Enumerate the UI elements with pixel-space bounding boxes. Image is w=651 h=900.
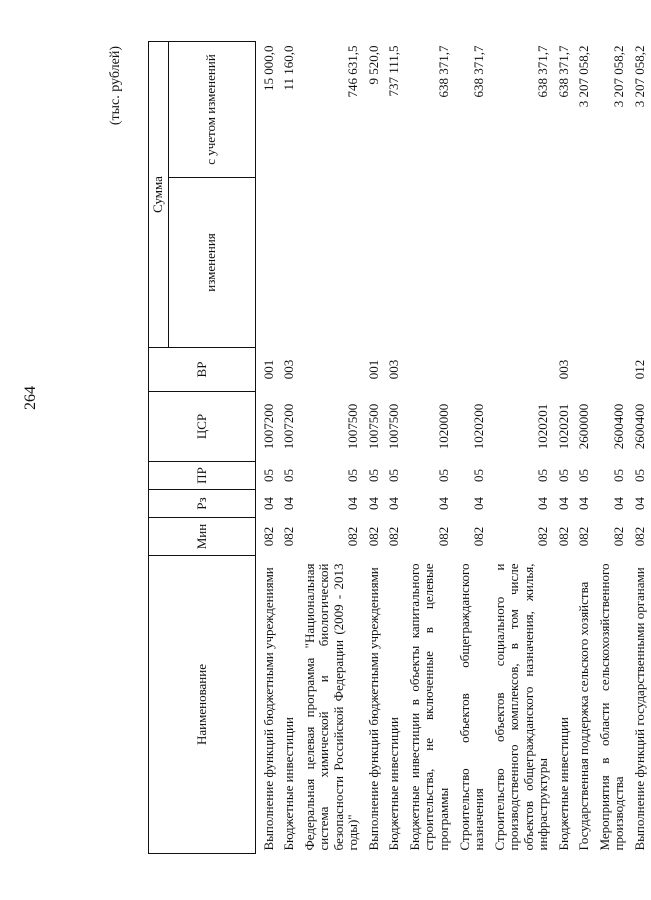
row-pr: 05: [611, 469, 627, 482]
header-row-top: [149, 42, 169, 854]
row-vr: [490, 348, 554, 392]
row-csr: 1007200: [260, 403, 276, 450]
row-csr: 1020201: [535, 403, 551, 450]
row-total: 9 520,0: [365, 45, 381, 85]
row-pr: 05: [632, 469, 648, 482]
row-pr: 05: [365, 469, 381, 482]
row-total: 3 207 058,2: [576, 45, 592, 108]
table-row: [300, 42, 364, 854]
row-vr: [300, 348, 364, 392]
row-total: 15 000,0: [260, 45, 276, 91]
row-changes: [300, 178, 364, 348]
row-changes: [574, 178, 595, 348]
row-name: Строительство объектов социального и производственного комплексов, в том числе объектов общегражданского назначения, жилья, инфраструктуры: [491, 563, 551, 851]
row-name: Бюджетные инвестиции: [386, 717, 402, 851]
row-name: Бюджетные инвестиции: [555, 717, 571, 851]
page-number: 264: [22, 386, 39, 410]
row-rz: 04: [260, 497, 276, 510]
row-rz: 04: [365, 497, 381, 510]
row-name: Государственная поддержка сельского хозяйства: [576, 581, 592, 851]
header-rz: Рз: [149, 490, 256, 518]
row-min: 082: [260, 526, 276, 547]
row-rz: 04: [281, 497, 297, 510]
row-vr: [455, 348, 490, 392]
table-row: [554, 42, 575, 854]
rotated-page-content: [108, 42, 648, 854]
row-total: 638 371,7: [471, 45, 487, 98]
table-row: [595, 42, 630, 854]
header-name: Наименование: [149, 556, 256, 854]
row-changes: [490, 178, 554, 348]
row-csr: 1007200: [281, 403, 297, 450]
row-pr: 05: [576, 469, 592, 482]
row-vr: [405, 348, 455, 392]
row-name: Бюджетные инвестиции в объекты капитального строительства, не включенные в целевые программы: [406, 563, 452, 851]
units-label: (тыс. рублей): [108, 46, 123, 126]
row-name: Выполнение функций государственными органами: [632, 567, 648, 851]
table-row: [490, 42, 554, 854]
row-csr: 1007500: [365, 403, 381, 450]
row-vr: 003: [281, 359, 297, 380]
row-changes: [554, 178, 575, 348]
row-total: 11 160,0: [281, 45, 297, 91]
row-vr: 003: [386, 359, 402, 380]
row-pr: 05: [260, 469, 276, 482]
row-changes: [595, 178, 630, 348]
row-vr: 003: [555, 359, 571, 380]
row-name: Мероприятия в области сельскохозяйственного производства: [596, 563, 627, 851]
row-csr: 1020200: [471, 403, 487, 450]
row-vr: 001: [260, 359, 276, 380]
table-row: [364, 42, 385, 854]
row-pr: 05: [436, 469, 452, 482]
row-csr: 1007500: [386, 403, 402, 450]
table-row: [405, 42, 455, 854]
row-total: 746 631,5: [345, 45, 361, 98]
header-pr: ПР: [149, 462, 256, 490]
row-vr: 012: [632, 359, 648, 380]
row-vr: [574, 348, 595, 392]
row-pr: 05: [386, 469, 402, 482]
row-csr: 2600000: [576, 403, 592, 450]
row-rz: 04: [632, 497, 648, 510]
row-changes: [405, 178, 455, 348]
table-row: [384, 42, 405, 854]
header-csr: ЦСР: [149, 392, 256, 462]
row-csr: 1020201: [555, 403, 571, 450]
row-total: 638 371,7: [436, 45, 452, 98]
row-pr: 05: [471, 469, 487, 482]
row-total: 3 207 058,2: [632, 45, 648, 108]
row-changes: [384, 178, 405, 348]
row-csr: 2600400: [632, 403, 648, 450]
table-row: [455, 42, 490, 854]
row-min: 082: [555, 526, 571, 547]
row-rz: 04: [576, 497, 592, 510]
row-name: Выполнение функций бюджетными учреждениями: [365, 567, 381, 851]
row-rz: 04: [471, 497, 487, 510]
row-rz: 04: [555, 497, 571, 510]
table-row: [574, 42, 595, 854]
row-min: 082: [345, 526, 361, 547]
row-min: 082: [436, 526, 452, 547]
row-pr: 05: [281, 469, 297, 482]
header-sum: Сумма: [149, 42, 169, 348]
row-csr: 2600400: [611, 403, 627, 450]
row-changes: [630, 178, 651, 348]
budget-table: [148, 41, 651, 854]
row-vr: 001: [365, 359, 381, 380]
row-total: 737 111,5: [386, 45, 402, 97]
row-total: 3 207 058,2: [611, 45, 627, 108]
row-min: 082: [632, 526, 648, 547]
row-min: 082: [611, 526, 627, 547]
row-rz: 04: [611, 497, 627, 510]
row-min: 082: [281, 526, 297, 547]
header-with-changes: с учетом изменений: [168, 42, 255, 178]
row-rz: 04: [386, 497, 402, 510]
row-total: 638 371,7: [555, 45, 571, 98]
row-vr: [595, 348, 630, 392]
row-pr: 05: [345, 469, 361, 482]
table-row: [255, 42, 279, 854]
row-min: 082: [365, 526, 381, 547]
row-name: Строительство объектов общегражданского назначения: [456, 563, 487, 851]
row-name: Выполнение функций бюджетными учреждениями: [260, 567, 276, 851]
row-csr: 1007500: [345, 403, 361, 450]
table-row: [279, 42, 300, 854]
row-min: 082: [535, 526, 551, 547]
row-rz: 04: [535, 497, 551, 510]
row-name: Бюджетные инвестиции: [281, 717, 297, 851]
row-changes: [364, 178, 385, 348]
row-total: 638 371,7: [535, 45, 551, 98]
table-row: [630, 42, 651, 854]
row-changes: [255, 178, 279, 348]
header-min: Мин: [149, 518, 256, 556]
row-pr: 05: [555, 469, 571, 482]
row-changes: [279, 178, 300, 348]
header-vr: ВР: [149, 348, 256, 392]
header-changes: изменения: [168, 178, 255, 348]
row-csr: 1020000: [436, 403, 452, 450]
row-changes: [455, 178, 490, 348]
row-pr: 05: [535, 469, 551, 482]
row-rz: 04: [345, 497, 361, 510]
row-min: 082: [576, 526, 592, 547]
row-name: Федеральная целевая программа "Национальная система химической и биологической безопасности Российской Федерации (2009 - 2013 годы)": [301, 563, 361, 851]
row-rz: 04: [436, 497, 452, 510]
row-min: 082: [471, 526, 487, 547]
row-min: 082: [386, 526, 402, 547]
